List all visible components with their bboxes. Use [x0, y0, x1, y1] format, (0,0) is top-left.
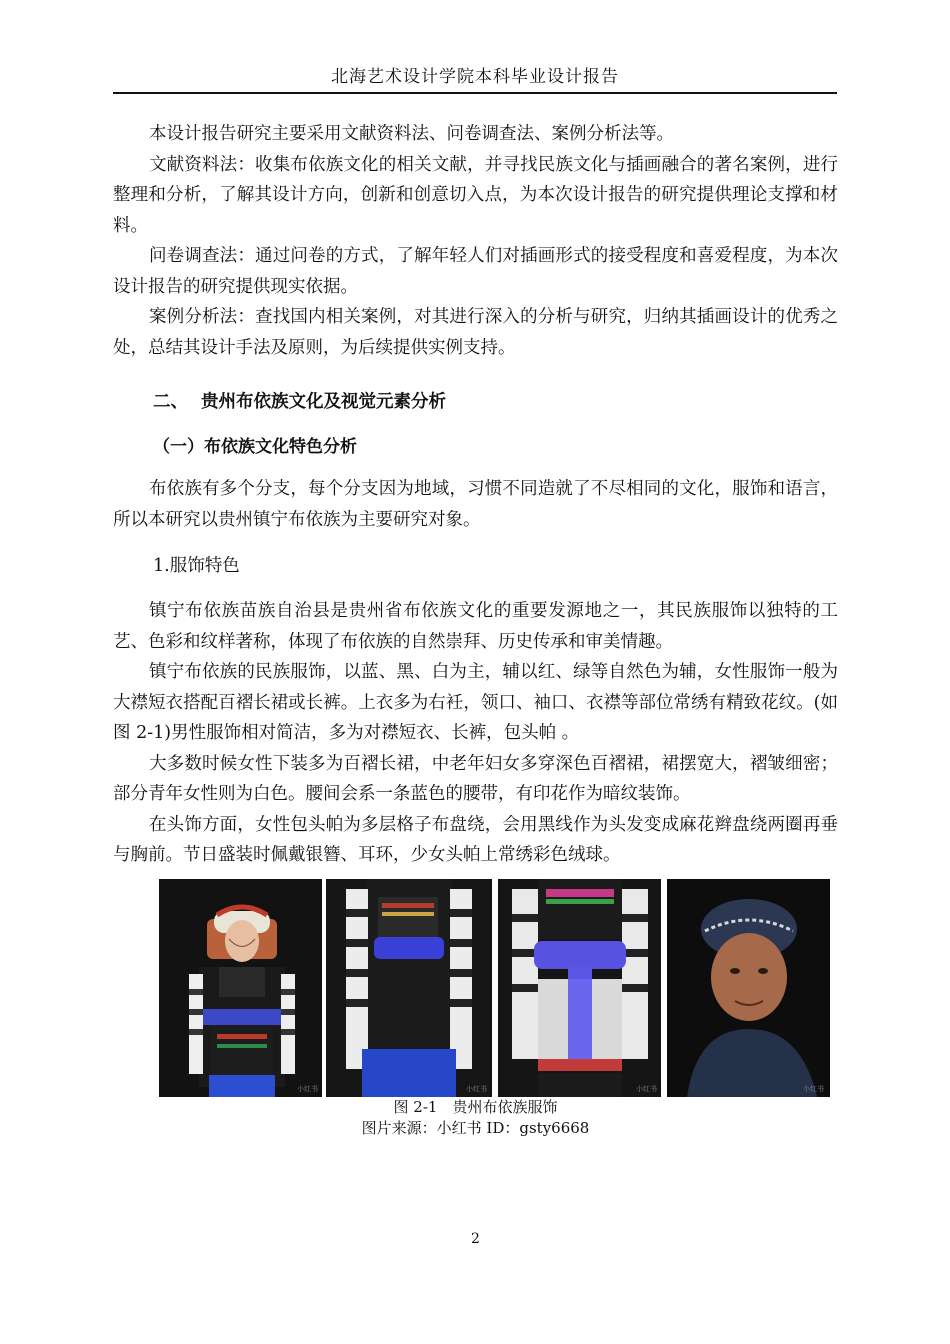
subsection-intro	[113, 474, 838, 535]
figure-source: 图片来源：小红书 ID：gsty6668	[361, 1119, 590, 1137]
item-heading: 1.服饰特色	[153, 556, 240, 576]
photo-woman-portrait	[159, 879, 322, 1097]
paragraph-skirts: 大多数时候女性下装多为百褶长裙，中老年妇女多穿深色百褶裙，裙摆宽大，褶皱细密；部分青年女性则为白色。腰间会系一条蓝色的腰带，有印花作为暗纹装饰。	[113, 753, 838, 804]
running-header: 北海艺术设计学院本科毕业设计报告	[331, 67, 619, 87]
photo-man-portrait	[667, 879, 830, 1097]
paragraph-origin: 镇宁布依族苗族自治县是贵州省布依族文化的重要发源地之一，其民族服饰以独特的工艺、色彩和纹样著称，体现了布依族的自然崇拜、历史传承和审美情趣。	[113, 601, 838, 652]
paragraph-methods: 本设计报告研究主要采用文献资料法、问卷调查法、案例分析法等。	[149, 124, 674, 144]
watermark-4: 小红书	[803, 1085, 824, 1093]
header-rule	[113, 92, 837, 94]
paragraph-literature: 文献资料法：收集布依族文化的相关文献，并寻找民族文化与插画融合的著名案例，进行整理和分析，了解其设计方向，创新和创意切入点，为本次设计报告的研究提供理论支撑和材料。	[113, 154, 838, 236]
paragraph-case-study: 案例分析法：查找国内相关案例，对其进行深入的分析与研究，归纳其插画设计的优秀之处，总结其设计手法及原则，为后续提供实例支持。	[113, 307, 838, 358]
section-number: 二、	[153, 392, 188, 412]
paragraph-colors: 镇宁布依族的民族服饰，以蓝、黑、白为主，辅以红、绿等自然色为辅，女性服饰一般为大襟短衣搭配百褶长裙或长裤。上衣多为右衽，领口、袖口、衣襟等部位常绣有精致花纹。(如图 2-1)男性服饰相对简洁，多为对襟短衣、长裤，包头帕 。	[113, 662, 838, 743]
paragraph-branches: 布依族有多个分支，每个分支因为地域，习惯不同造就了不尽相同的文化，服饰和语言，所以本研究以贵州镇宁布依族为主要研究对象。	[113, 479, 838, 530]
subsection-heading: （一）布依族文化特色分析	[153, 437, 357, 457]
watermark-1: 小红书	[297, 1085, 318, 1093]
watermark-2: 小红书	[466, 1085, 487, 1093]
figure-caption: 图 2-1 贵州布依族服饰	[393, 1098, 558, 1116]
paragraph-headwear: 在头饰方面，女性包头帕为多层格子布盘绕，会用黑线作为头发变成麻花辫盘绕两圈再垂与胸前。节日盛装时佩戴银簪、耳环，少女头帕上常绣彩色绒球。	[113, 814, 838, 865]
page-number: 2	[471, 1231, 480, 1247]
paragraph-survey: 问卷调查法：通过问卷的方式，了解年轻人们对插画形式的接受程度和喜爱程度，为本次设计报告的研究提供现实依据。	[113, 246, 838, 297]
watermark-3: 小红书	[636, 1085, 657, 1093]
intro-section	[113, 119, 838, 363]
section-heading	[153, 388, 446, 413]
section-title: 贵州布依族文化及视觉元素分析	[201, 392, 446, 412]
figure-2-1	[159, 879, 830, 1097]
photo-costume-back	[498, 879, 661, 1097]
photo-costume-front	[326, 879, 492, 1097]
clothing-section	[113, 596, 838, 871]
